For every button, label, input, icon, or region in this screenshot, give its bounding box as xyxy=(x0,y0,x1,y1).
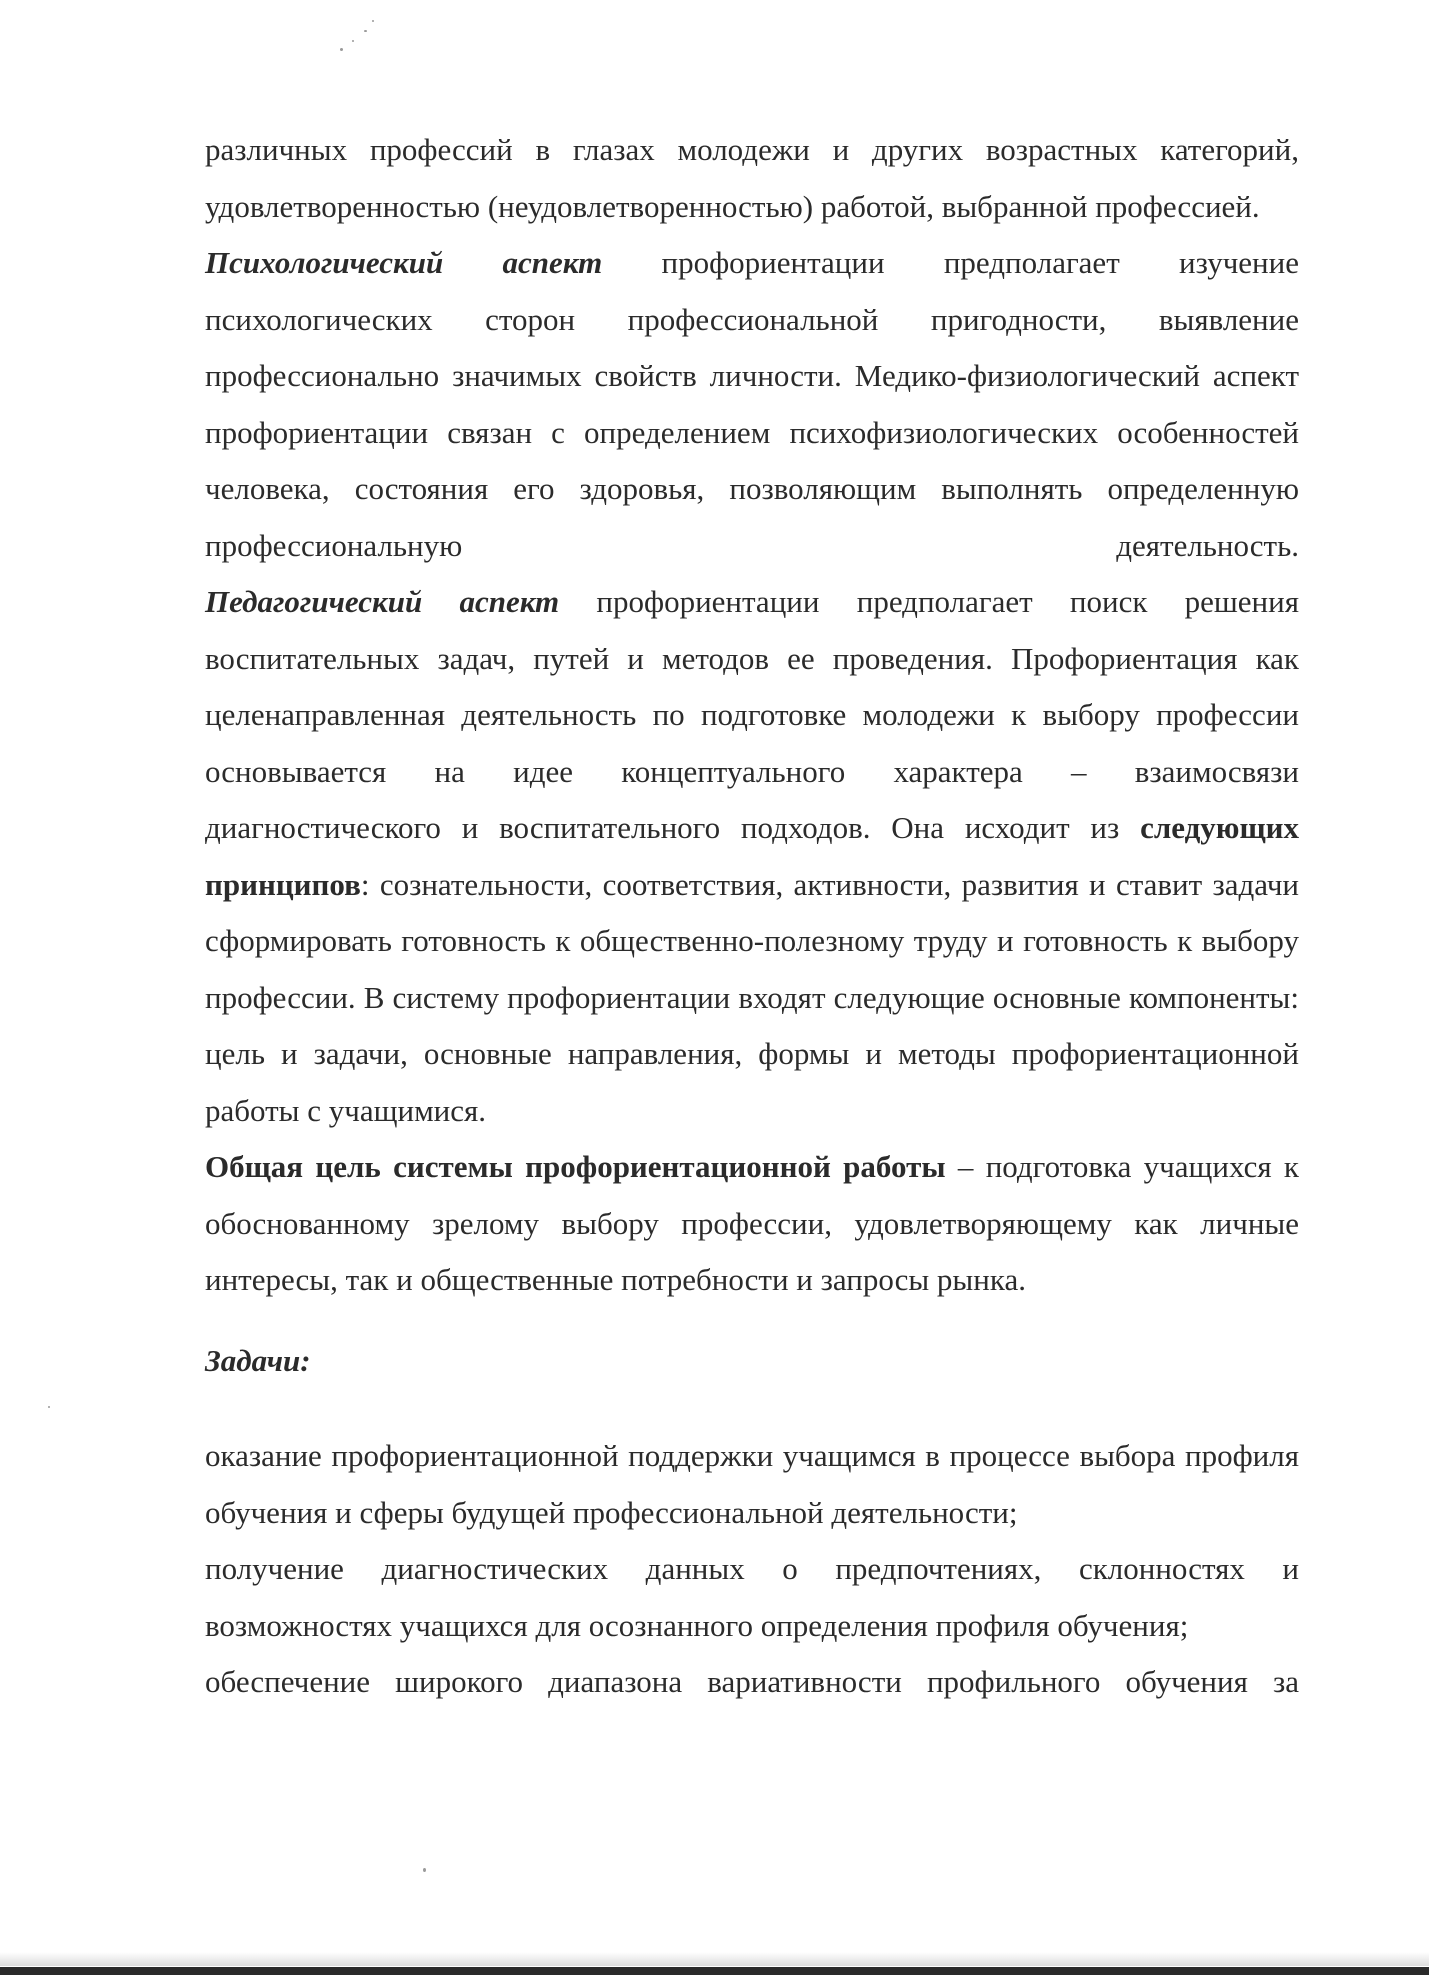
paragraph-general-goal xyxy=(205,1139,1299,1309)
term-principles: следующих принципов xyxy=(205,810,1299,902)
task-item: оказание профориентационной поддержки учащимся в процессе выбора профиля обучения и сферы будущей профессиональной деятельности; xyxy=(205,1438,1299,1530)
task-item: получение диагностических данных о предпочтениях, склонностях и возможностях учащихся для осознанного определения профиля обучения; xyxy=(205,1551,1299,1643)
paragraph-psychological-aspect xyxy=(205,235,1299,574)
scan-speck xyxy=(352,40,354,42)
paragraph-text: различных профессий в глазах молодежи и других возрастных категорий, удовлетворенностью (неудовлетворенностью) работой, выбранной профессией. xyxy=(205,132,1299,224)
scan-edge-shadow xyxy=(0,1952,1429,1966)
paragraph-intro xyxy=(205,122,1299,235)
scan-speck xyxy=(423,1868,426,1872)
scan-bottom-edge xyxy=(0,1967,1429,1975)
scan-speck xyxy=(340,48,343,51)
paragraph-text: профориентации предполагает поиск решения воспитательных задач, путей и методов ее проведения. Профориентация как целенаправленная деятельность по подготовке молодежи к выбору профессии основывается на идее концептуального характера – взаимосвязи диагностического и воспитательного подходов. Она исходит из xyxy=(205,584,1299,845)
paragraph-text: профориентации предполагает изучение психологических сторон профессиональной пригодности, выявление профессионально значимых свойств личности. Медико-физиологический аспект профориентации связан с определением психофизиологических особенностей человека, состояния его здоровья, позволяющим выполнять определенную профессиональную деятельность. xyxy=(205,245,1299,563)
term-general-goal: Общая цель системы профориентационной работы xyxy=(205,1149,946,1184)
paragraph-pedagogical-aspect xyxy=(205,574,1299,1139)
paragraph-text: – подготовка учащихся к обоснованному зрелому выбору профессии, удовлетворяющему как личные интересы, так и общественные потребности и запросы рынка. xyxy=(205,1149,1299,1297)
term-pedagogical-aspect: Педагогический аспект xyxy=(205,584,560,619)
tasks-heading: Задачи: xyxy=(205,1342,311,1378)
task-item: обеспечение широкого диапазона вариативности профильного обучения за xyxy=(205,1664,1299,1699)
scan-speck xyxy=(364,30,367,32)
document-body xyxy=(205,122,1299,1711)
scan-speck xyxy=(372,20,374,22)
scan-speck xyxy=(48,1406,50,1408)
term-psychological-aspect: Психологический аспект xyxy=(205,245,603,280)
paragraph-text: : сознательности, соответствия, активности, развития и ставит задачи сформировать готовность к общественно-полезному труду и готовность к выбору профессии. В систему профориентации входят следующие основные компоненты: цель и задачи, основные направления, формы и методы профориентационной работы с учащимися. xyxy=(205,866,1299,1128)
